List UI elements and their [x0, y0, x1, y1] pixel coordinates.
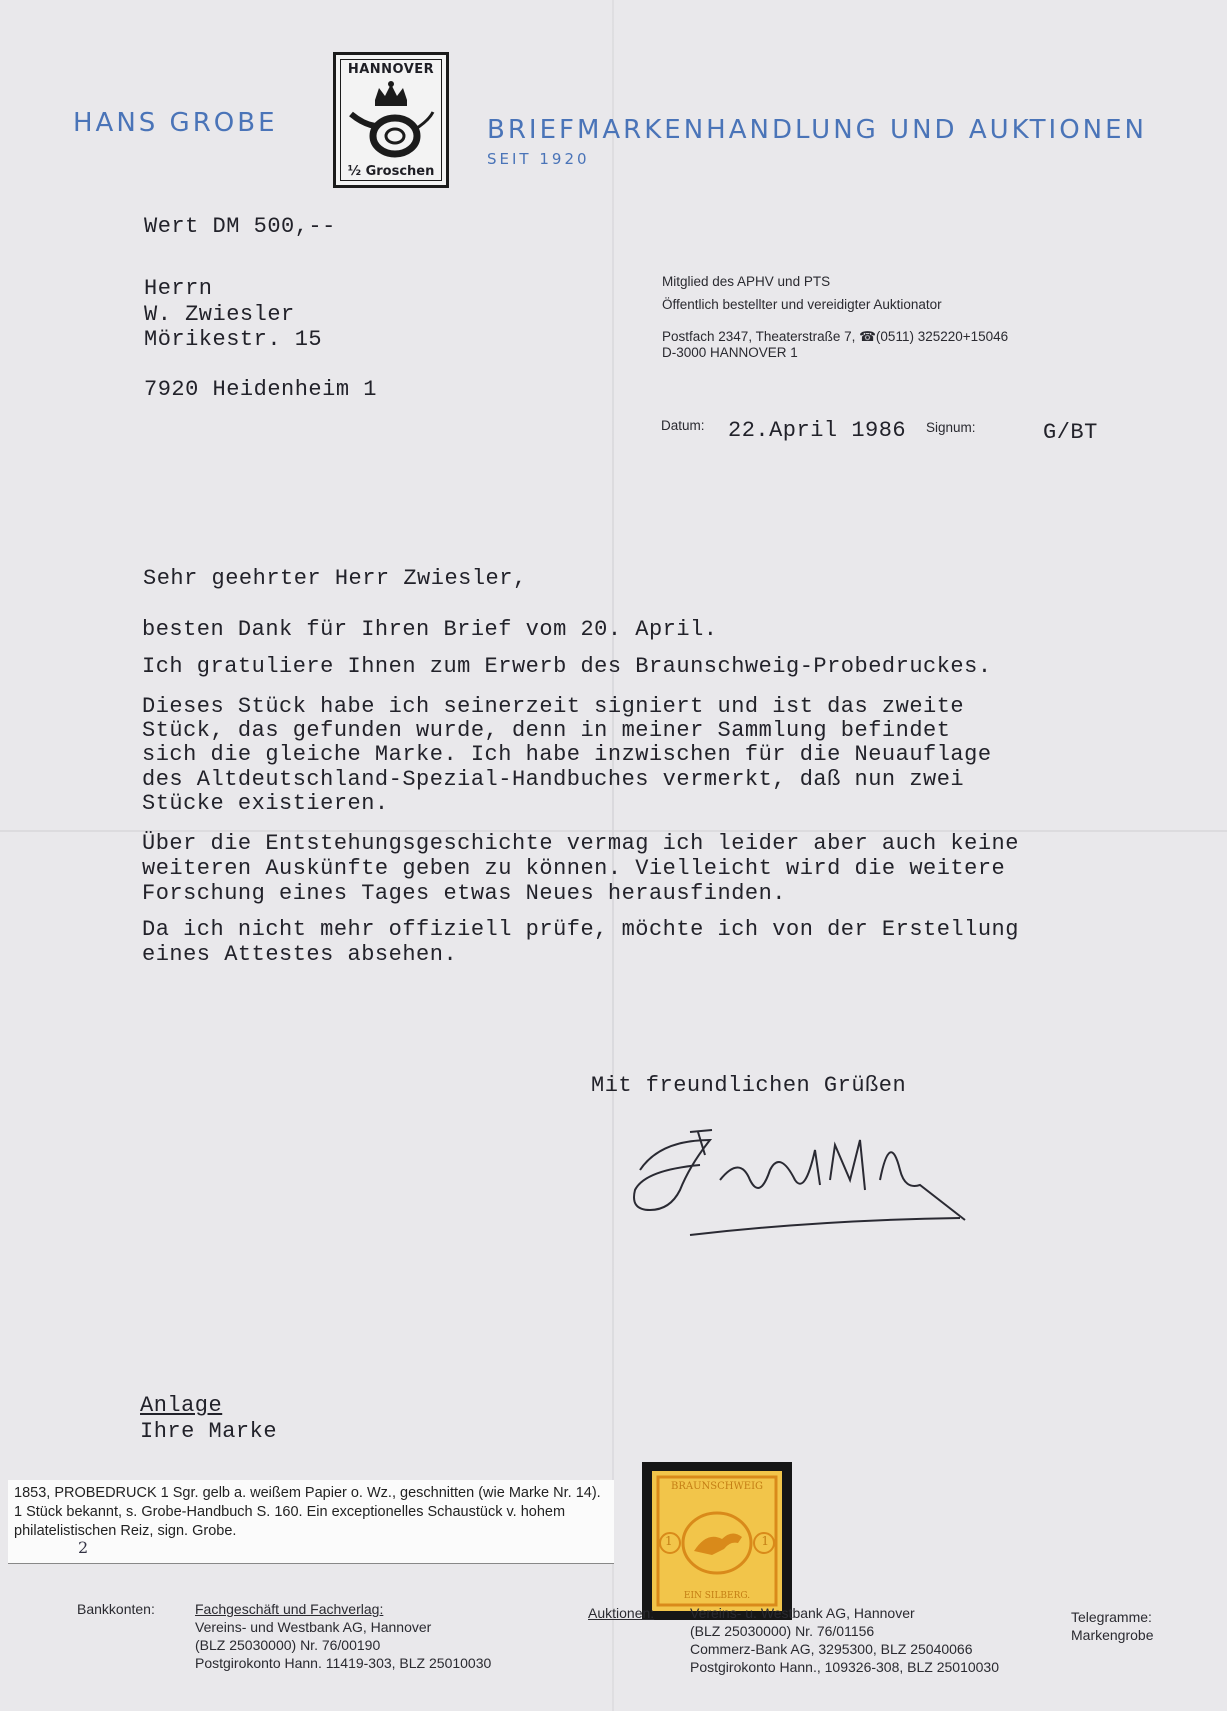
shop-label: Fachgeschäft und Fachverlag:	[195, 1601, 384, 1617]
recipient-street: Mörikestr. 15	[144, 327, 323, 352]
signum-value: G/BT	[1043, 420, 1098, 445]
stamp-bottom-text: EIN SILBERG.	[683, 1591, 751, 1601]
telegram-info	[1071, 1608, 1154, 1644]
shop-accounts	[195, 1600, 491, 1672]
stamp-value-right: 1	[761, 1534, 769, 1548]
stamp-top-text: BRAUNSCHWEIG	[670, 1481, 764, 1492]
value-note: Wert DM 500,--	[144, 214, 336, 239]
handwritten-mark: 2	[78, 1538, 89, 1557]
body-line: Ich gratuliere Ihnen zum Erwerb des Braunschweig-Probedruckes.	[142, 654, 992, 679]
recipient-salutation: Herrn	[144, 276, 213, 301]
stamp-description-text: 1853, PROBEDRUCK 1 Sgr. gelb a. weißem Papier o. Wz., geschnitten (wie Marke Nr. 14). 1 Stück bekannt, s. Grobe-Handbuch S. 160. Ein exceptionelles Schaustück v. hohem philatelistischen Reiz, sign. Grobe.	[14, 1485, 601, 1539]
posthorn-crown-icon	[343, 78, 439, 168]
stamp-description-label	[8, 1480, 614, 1564]
date-label: Datum:	[661, 418, 705, 433]
sender-membership: Mitglied des APHV und PTS	[662, 274, 831, 289]
body-line: Stücke existieren.	[142, 791, 389, 816]
sender-address: Postfach 2347, Theaterstraße 7, ☎(0511) 325220+15046	[662, 329, 1009, 344]
hannover-logo	[333, 52, 449, 188]
recipient-city: 7920 Heidenheim 1	[144, 377, 377, 402]
body-line: Forschung eines Tages etwas Neues herausfinden.	[142, 881, 787, 906]
bank-label: Bankkonten:	[77, 1601, 155, 1617]
stamp-value-left: 1	[665, 1534, 673, 1548]
auction-accounts	[690, 1604, 999, 1676]
letter-greeting: Sehr geehrter Herr Zwiesler,	[143, 566, 527, 591]
body-line: weiteren Auskünfte geben zu können. Vielleicht wird die weitere	[142, 856, 1006, 881]
stamp-mount	[642, 1462, 792, 1620]
body-line: Da ich nicht mehr offiziell prüfe, möchte ich von der Erstellung	[142, 917, 1019, 942]
letter-closing: Mit freundlichen Grüßen	[591, 1073, 907, 1098]
enclosure-item: Ihre Marke	[140, 1419, 278, 1444]
shop-line: (BLZ 25030000) Nr. 76/00190	[195, 1637, 381, 1653]
shop-line: Postgirokonto Hann. 11419-303, BLZ 25010030	[195, 1655, 492, 1671]
body-line: eines Attestes absehen.	[142, 942, 458, 967]
letterhead-name: HANS GROBE	[73, 108, 278, 138]
handwritten-signature	[620, 1110, 980, 1260]
telegram-value: Markengrobe	[1071, 1627, 1154, 1643]
auction-label: Auktionen:	[588, 1605, 655, 1621]
letterhead-business: BRIEFMARKENHANDLUNG UND AUKTIONEN	[487, 115, 1148, 145]
auction-line: Vereins- u. Westbank AG, Hannover	[690, 1605, 915, 1621]
braunschweig-stamp	[652, 1471, 782, 1611]
logo-top-text: HANNOVER	[347, 62, 435, 77]
sender-role: Öffentlich bestellter und vereidigter Auktionator	[662, 297, 942, 312]
logo-bottom-text: ½ Groschen	[347, 164, 435, 179]
auction-line: (BLZ 25030000) Nr. 76/01156	[690, 1623, 875, 1639]
enclosure-label: Anlage	[140, 1393, 223, 1418]
recipient-name: W. Zwiesler	[144, 302, 295, 327]
body-line: des Altdeutschland-Spezial-Handbuches vermerkt, daß nun zwei	[142, 767, 965, 792]
body-line: Über die Entstehungsgeschichte vermag ich leider aber auch keine	[142, 831, 1019, 856]
telegram-label: Telegramme:	[1071, 1609, 1152, 1625]
letter-date: 22.April 1986	[728, 418, 907, 443]
signum-label: Signum:	[926, 420, 976, 435]
letterhead-since: SEIT 1920	[487, 150, 590, 168]
auction-line: Commerz-Bank AG, 3295300, BLZ 25040066	[690, 1641, 973, 1657]
body-line: Stück, das gefunden wurde, denn in meiner Sammlung befindet	[142, 718, 951, 743]
body-line: sich die gleiche Marke. Ich habe inzwischen für die Neuauflage	[142, 742, 992, 767]
body-line: Dieses Stück habe ich seinerzeit signiert und ist das zweite	[142, 694, 965, 719]
shop-line: Vereins- und Westbank AG, Hannover	[195, 1619, 432, 1635]
body-line: besten Dank für Ihren Brief vom 20. April.	[142, 617, 718, 642]
auction-line: Postgirokonto Hann., 109326-308, BLZ 25010030	[690, 1659, 1000, 1675]
sender-city: D-3000 HANNOVER 1	[662, 345, 798, 360]
